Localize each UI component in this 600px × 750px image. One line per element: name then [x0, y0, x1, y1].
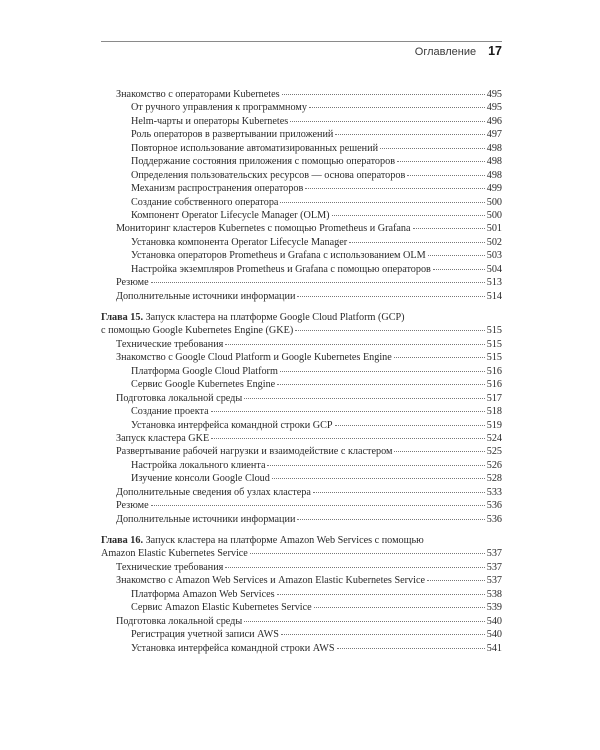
toc-entry — [101, 628, 502, 641]
toc-entry-title: Запуск кластера GKE — [116, 432, 210, 444]
toc-entry-page-number: 528 — [486, 473, 502, 485]
dot-leader — [349, 242, 485, 243]
toc-entry-page-number: 498 — [486, 156, 502, 168]
toc-entry-page-number: 516 — [486, 365, 502, 377]
dot-leader — [394, 357, 485, 358]
toc-entry-title: Сервис Google Kubernetes Engine — [131, 379, 276, 391]
toc-entry — [101, 155, 502, 168]
dot-leader — [394, 451, 484, 452]
toc-entry-page-number: 540 — [486, 629, 502, 641]
toc-entry-page-number: 539 — [486, 602, 502, 614]
toc-entry — [101, 142, 502, 155]
toc-entry — [101, 115, 502, 128]
toc-entry-page-number: 513 — [486, 277, 502, 289]
toc-entry-title: Роль операторов в развертывании приложений — [131, 129, 334, 141]
chapter-16-entries — [101, 561, 502, 655]
toc-entry-title: Изучение консоли Google Cloud — [131, 473, 270, 485]
toc-entry — [101, 249, 502, 262]
chapter-label: Глава 15. — [101, 312, 144, 323]
dot-leader — [244, 621, 485, 622]
dot-leader — [277, 384, 485, 385]
chapter-label: Глава 16. — [101, 535, 144, 546]
toc-entry — [101, 236, 502, 249]
dot-leader — [280, 371, 485, 372]
toc-entry-page-number: 495 — [486, 89, 502, 100]
chapter-heading-line2 — [101, 547, 502, 560]
toc-entry — [101, 615, 502, 628]
toc-entry-title: Регистрация учетной записи AWS — [131, 629, 279, 641]
toc-entry-title: Механизм распространения операторов — [131, 183, 304, 195]
dot-leader — [280, 202, 484, 203]
toc-entry — [101, 209, 502, 222]
toc-entry-page-number: 541 — [486, 642, 502, 654]
running-head-page-number: 17 — [488, 44, 502, 58]
toc-entry-page-number: 497 — [486, 129, 502, 141]
toc-entry-title: Технические требования — [116, 338, 224, 350]
chapter-page-number: 537 — [486, 548, 502, 560]
toc-entry-page-number: 500 — [486, 209, 502, 221]
toc-entry-title: Helm-чарты и операторы Kubernetes — [131, 115, 289, 127]
toc-entry-page-number: 519 — [486, 419, 502, 431]
toc-entry — [101, 128, 502, 141]
toc-entry — [101, 459, 502, 472]
toc-entry-title: Платформа Google Cloud Platform — [131, 365, 278, 377]
toc-entry-title: Развертывание рабочей нагрузки и взаимодействие с кластером — [116, 446, 393, 458]
toc-entry-title: Создание собственного оператора — [131, 196, 279, 208]
toc-entry-title: Определения пользовательских ресурсов — основа операторов — [131, 169, 406, 181]
dot-leader — [151, 505, 485, 506]
toc-entry — [101, 196, 502, 209]
dot-leader — [407, 175, 484, 176]
dot-leader — [427, 580, 485, 581]
chapter-title-continuation: с помощью Google Kubernetes Engine (GKE) — [101, 325, 294, 337]
toc-entry-title: Знакомство с операторами Kubernetes — [116, 89, 280, 100]
dot-leader — [272, 478, 485, 479]
table-of-contents — [101, 88, 502, 655]
toc-entry-page-number: 498 — [486, 142, 502, 154]
header-rule — [101, 41, 502, 42]
toc-entry-title: Резюме — [116, 500, 149, 512]
toc-entry-title: Настройка экземпляров Prometheus и Grafana с помощью операторов — [131, 263, 431, 275]
toc-entry-title: Мониторинг кластеров Kubernetes с помощью Prometheus и Grafana — [116, 223, 411, 235]
dot-leader — [151, 282, 485, 283]
toc-entry-page-number: 537 — [486, 561, 502, 573]
toc-entry — [101, 486, 502, 499]
dot-leader — [313, 492, 485, 493]
toc-entry — [101, 338, 502, 351]
toc-entry-title: Установка компонента Operator Lifecycle Manager — [131, 236, 348, 248]
toc-entry — [101, 499, 502, 512]
toc-entry — [101, 88, 502, 101]
chapter-heading-line1 — [101, 311, 502, 324]
toc-entry — [101, 263, 502, 276]
toc-entry-title: Установка операторов Prometheus и Grafana с использованием OLM — [131, 250, 426, 262]
chapter-heading-line1 — [101, 534, 502, 547]
toc-entry — [101, 472, 502, 485]
toc-entry-page-number: 503 — [486, 250, 502, 262]
toc-entry-page-number: 498 — [486, 169, 502, 181]
toc-entry-title: Резюме — [116, 277, 149, 289]
toc-chapter-16 — [101, 534, 502, 655]
toc-entry-title: Технические требования — [116, 561, 224, 573]
chapter-15-entries — [101, 338, 502, 526]
toc-section-operators — [101, 88, 502, 303]
dot-leader — [428, 255, 485, 256]
dot-leader — [267, 465, 484, 466]
toc-entry-title: Настройка локального клиента — [131, 459, 266, 471]
toc-entry-page-number: 500 — [486, 196, 502, 208]
toc-entry-page-number: 540 — [486, 615, 502, 627]
toc-entry-title: От ручного управления к программному — [131, 102, 307, 114]
dot-leader — [281, 634, 485, 635]
dot-leader — [211, 411, 485, 412]
toc-entry-title: Поддержание состояния приложения с помощью операторов — [131, 156, 396, 168]
toc-entry-title: Установка интерфейса командной строки GCP — [131, 419, 333, 431]
toc-entry-title: Платформа Amazon Web Services — [131, 588, 275, 600]
toc-entry — [101, 642, 502, 655]
toc-entry — [101, 222, 502, 235]
toc-entry — [101, 290, 502, 303]
toc-entry-page-number: 496 — [486, 115, 502, 127]
dot-leader — [413, 228, 485, 229]
toc-entry-page-number: 518 — [486, 406, 502, 418]
toc-entry-page-number: 536 — [486, 513, 502, 525]
dot-leader — [335, 134, 484, 135]
toc-entry-page-number: 537 — [486, 575, 502, 587]
toc-entry-page-number: 536 — [486, 500, 502, 512]
toc-entry-page-number: 533 — [486, 486, 502, 498]
toc-entry-page-number: 517 — [486, 392, 502, 404]
toc-entry — [101, 405, 502, 418]
dot-leader — [250, 553, 485, 554]
dot-leader — [335, 425, 485, 426]
dot-leader — [244, 398, 485, 399]
toc-entry — [101, 419, 502, 432]
toc-entry — [101, 169, 502, 182]
toc-entry-page-number: 502 — [486, 236, 502, 248]
toc-entry-title: Знакомство с Google Cloud Platform и Google Kubernetes Engine — [116, 352, 392, 364]
toc-entry-title: Дополнительные источники информации — [116, 513, 296, 525]
toc-entry-title: Подготовка локальной среды — [116, 615, 243, 627]
chapter-page-number: 515 — [486, 325, 502, 337]
toc-entry-title: Знакомство с Amazon Web Services и Amazon Elastic Kubernetes Service — [116, 575, 425, 587]
chapter-title: Запуск кластера на платформе Google Cloud Platform (GCP) — [145, 312, 405, 323]
toc-entry — [101, 574, 502, 587]
toc-entry-title: Компонент Operator Lifecycle Manager (OLM) — [131, 209, 330, 221]
dot-leader — [225, 567, 484, 568]
toc-entry-page-number: 499 — [486, 183, 502, 195]
dot-leader — [314, 607, 485, 608]
toc-entry-page-number: 526 — [486, 459, 502, 471]
toc-entry-page-number: 504 — [486, 263, 502, 275]
toc-entry-title: Создание проекта — [131, 406, 209, 418]
toc-entry-page-number: 501 — [486, 223, 502, 235]
toc-entry-title: Установка интерфейса командной строки AWS — [131, 642, 335, 654]
toc-entry — [101, 276, 502, 289]
toc-entry — [101, 561, 502, 574]
chapter-heading-line2 — [101, 324, 502, 337]
dot-leader — [433, 269, 485, 270]
dot-leader — [332, 215, 485, 216]
toc-entry-page-number: 515 — [486, 352, 502, 364]
toc-entry — [101, 588, 502, 601]
dot-leader — [337, 648, 485, 649]
dot-leader — [277, 594, 485, 595]
toc-entry — [101, 101, 502, 114]
chapter-title: Запуск кластера на платформе Amazon Web Services с помощью — [145, 535, 424, 546]
toc-entry-page-number: 515 — [486, 338, 502, 350]
dot-leader — [295, 330, 485, 331]
dot-leader — [297, 296, 484, 297]
toc-entry-title: Дополнительные сведения об узлах кластера — [116, 486, 311, 498]
dot-leader — [309, 107, 485, 108]
toc-entry-page-number: 538 — [486, 588, 502, 600]
toc-entry-page-number: 525 — [486, 446, 502, 458]
toc-entry — [101, 365, 502, 378]
toc-entry — [101, 445, 502, 458]
toc-entry-page-number: 516 — [486, 379, 502, 391]
toc-entry — [101, 432, 502, 445]
toc-entry-title: Повторное использование автоматизированных решений — [131, 142, 379, 154]
dot-leader — [380, 148, 485, 149]
toc-entry — [101, 601, 502, 614]
toc-entry — [101, 378, 502, 391]
running-head — [415, 44, 502, 58]
dot-leader — [297, 519, 484, 520]
toc-entry — [101, 513, 502, 526]
dot-leader — [290, 121, 485, 122]
dot-leader — [282, 94, 485, 95]
toc-entry-page-number: 514 — [486, 290, 502, 302]
running-head-title: Оглавление — [414, 46, 477, 58]
toc-entry-title: Подготовка локальной среды — [116, 392, 243, 404]
dot-leader — [397, 161, 485, 162]
chapter-title-continuation: Amazon Elastic Kubernetes Service — [101, 548, 248, 560]
toc-entry — [101, 392, 502, 405]
toc-entry-page-number: 495 — [486, 102, 502, 114]
dot-leader — [225, 344, 484, 345]
toc-entry-title: Сервис Amazon Elastic Kubernetes Service — [131, 602, 312, 614]
toc-entry-page-number: 524 — [486, 432, 502, 444]
toc-entry — [101, 351, 502, 364]
dot-leader — [305, 188, 484, 189]
toc-entry-title: Дополнительные источники информации — [116, 290, 296, 302]
dot-leader — [211, 438, 485, 439]
toc-chapter-15 — [101, 311, 502, 526]
toc-entry — [101, 182, 502, 195]
